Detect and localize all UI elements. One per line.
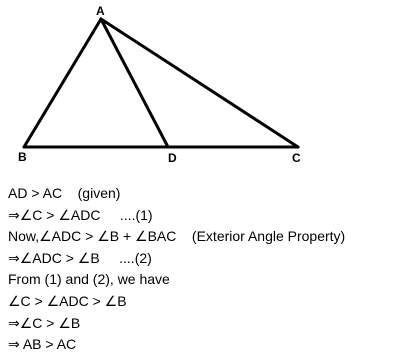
vertex-label-c: C [292,151,301,165]
proof-line-step-2: ⇒∠ADC > ∠B ....(2) [8,249,152,266]
proof-line-combine: From (1) and (2), we have [8,271,170,288]
side-ab [24,19,101,147]
proof-line-angle-result: ⇒∠C > ∠B [8,314,81,331]
vertex-label-a: A [96,4,105,18]
proof-line-conclusion: ⇒ AB > AC [8,336,77,353]
proof-line-chain: ∠C > ∠ADC > ∠B [8,292,127,309]
proof-line-given: AD > AC (given) [8,185,121,201]
triangle-diagram [0,0,403,175]
vertex-label-d: D [168,151,177,165]
vertex-label-b: B [18,150,27,164]
segment-ad [101,19,168,147]
proof-line-exterior-angle: Now,∠ADC > ∠B + ∠BAC (Exterior Angle Property) [8,228,346,245]
proof-text [8,183,403,356]
side-ac [101,19,298,147]
proof-line-step-1: ⇒∠C > ∠ADC ....(1) [8,206,153,223]
